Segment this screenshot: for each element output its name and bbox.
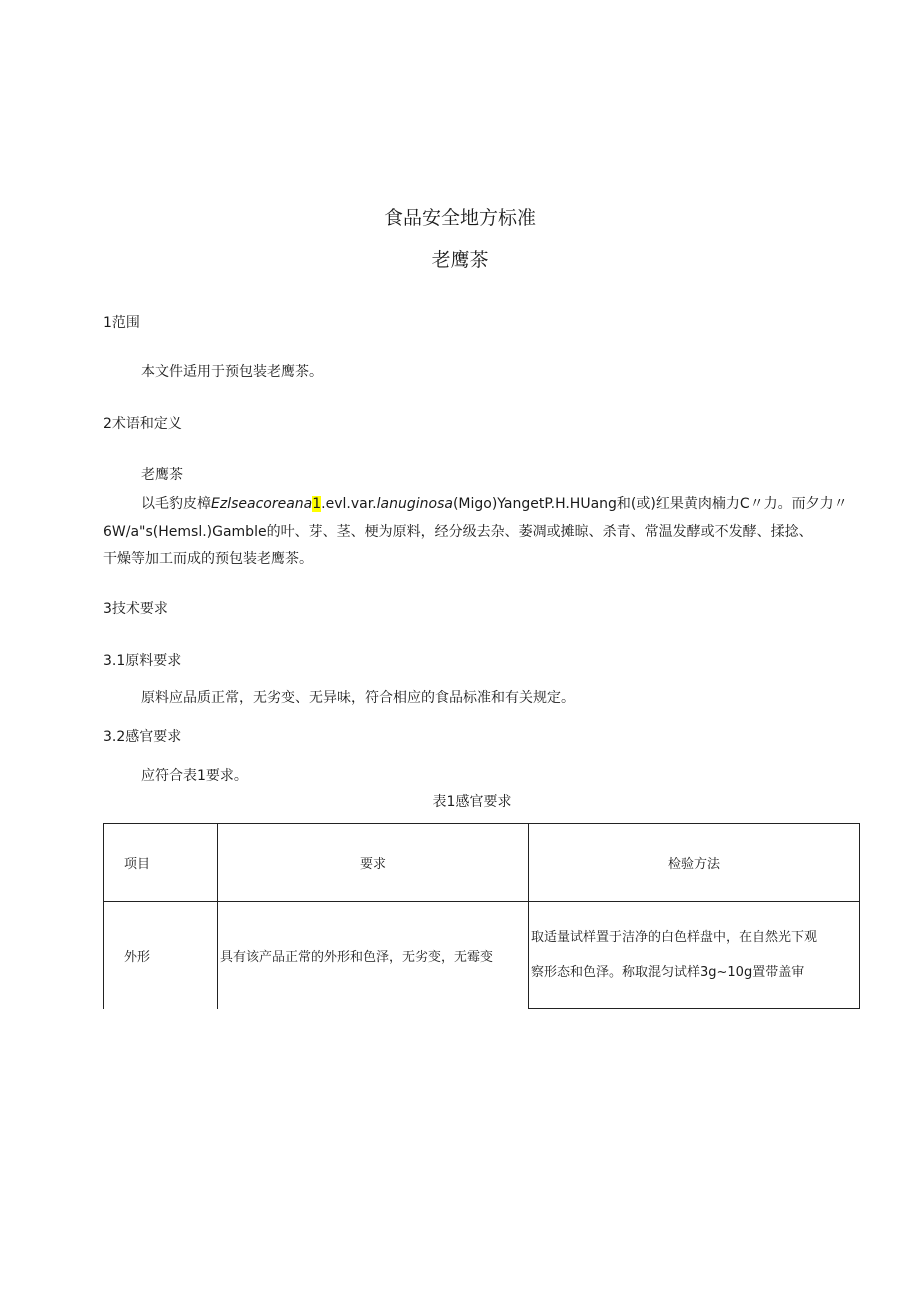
table-header-row <box>104 824 860 902</box>
term-def-part3: (Migo)YangetP.H.HUang和(或)红果黄肉楠力C〃力。而夕力〃 <box>452 496 848 512</box>
scope-text: 本文件适用于预包装老鹰茶。 <box>141 364 323 380</box>
term-def-part2: .evl.var. <box>321 496 377 512</box>
table-row <box>104 902 860 1009</box>
term-definition-line3: 干燥等加工而成的预包装老鹰茶。 <box>103 551 313 567</box>
row-method <box>529 902 860 1009</box>
header-item: 项目 <box>104 824 218 902</box>
document-subtitle: 老鹰茶 <box>431 249 489 271</box>
sensory-table <box>103 823 860 1009</box>
sensory-heading: 3.2感官要求 <box>103 729 182 745</box>
term-name: 老鹰茶 <box>141 467 183 483</box>
term-def-sci2: lanuginosa <box>376 496 453 512</box>
document-title: 食品安全地方标准 <box>383 207 536 229</box>
term-definition-line1 <box>141 490 848 518</box>
terms-heading: 2术语和定义 <box>103 416 182 432</box>
row-method-line1: 取适量试样置于洁净的白色样盘中，在自然光下观 <box>531 930 818 945</box>
row-method-line2: 察形态和色泽。称取混匀试样3g~10g置带盖审 <box>531 965 805 980</box>
tech-heading: 3技术要求 <box>103 601 168 617</box>
scope-heading: 1范围 <box>103 315 140 331</box>
row-requirement: 具有该产品正常的外形和色泽，无劣变，无霉变 <box>218 902 529 1009</box>
term-definition-line2: 6W/a"s(Hemsl.)Gamble的叶、芽、茎、梗为原料，经分级去杂、萎凋或摊晾、杀青、常温发酵或不发酵、揉捻、 <box>103 524 813 540</box>
term-def-sci1: Ezlseacoreana <box>211 496 313 512</box>
row-item: 外形 <box>104 902 218 1009</box>
term-def-highlight: 1 <box>312 496 322 512</box>
header-method: 检验方法 <box>529 824 860 902</box>
header-requirement: 要求 <box>218 824 529 902</box>
raw-material-heading: 3.1原料要求 <box>103 653 182 669</box>
table-caption: 表1感官要求 <box>432 794 512 810</box>
term-def-part1: 以毛豹皮樟 <box>141 496 211 512</box>
raw-material-text: 原料应品质正常，无劣变、无异味，符合相应的食品标准和有关规定。 <box>141 690 575 706</box>
sensory-text: 应符合表1要求。 <box>141 768 248 784</box>
